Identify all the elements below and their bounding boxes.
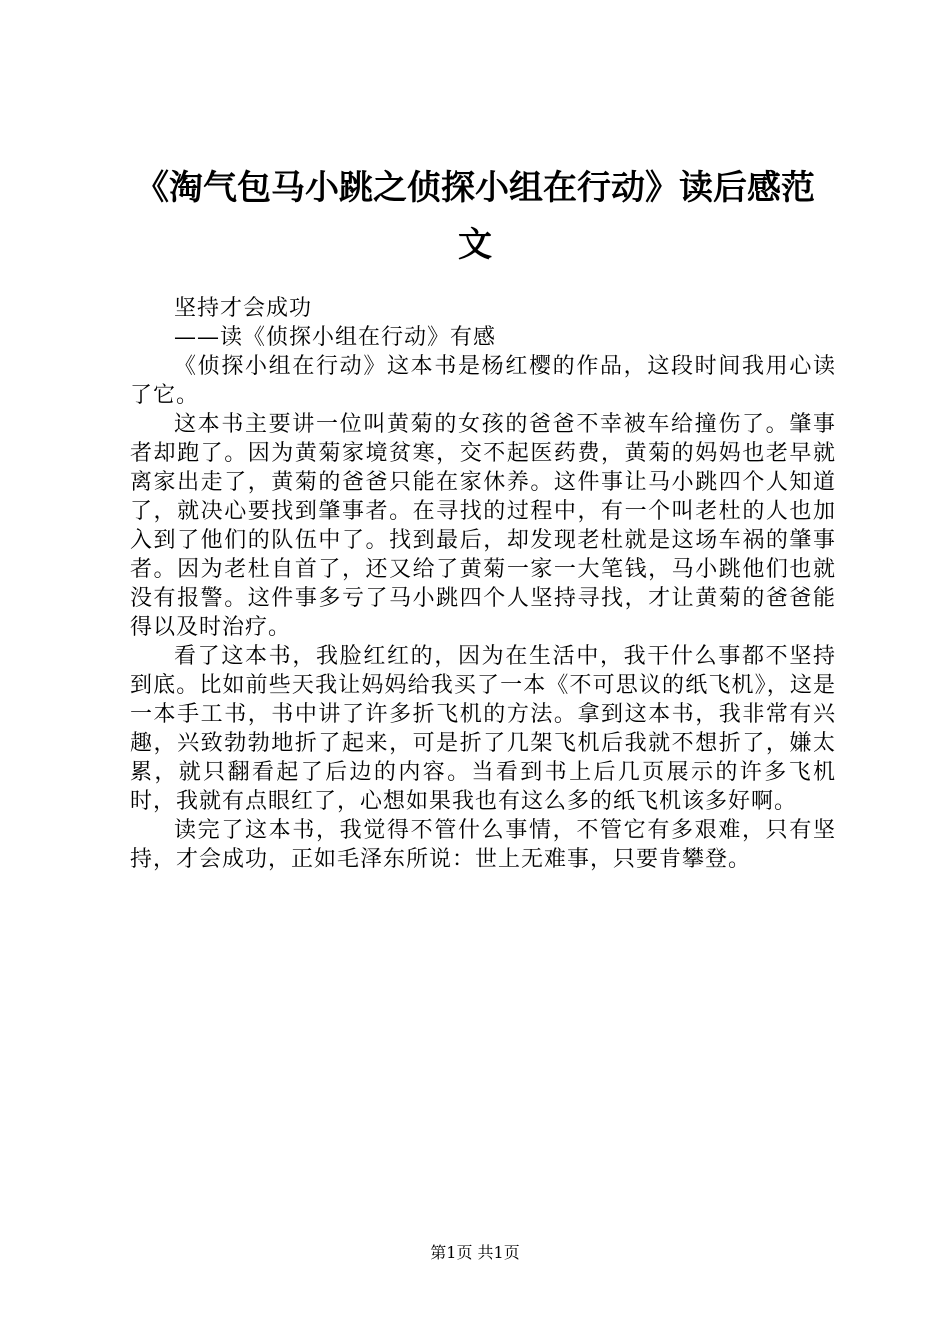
document-title: 《淘气包马小跳之侦探小组在行动》读后感范文	[135, 168, 815, 265]
paragraph: 《侦探小组在行动》这本书是杨红樱的作品，这段时间我用心读了它。	[130, 354, 836, 408]
subtitle-line: 坚持才会成功	[174, 296, 313, 321]
subtitle-line: ——读《侦探小组在行动》有感	[174, 325, 497, 350]
page-number-footer: 第1页 共1页	[430, 1243, 520, 1262]
paragraph: 这本书主要讲一位叫黄菊的女孩的爸爸不幸被车给撞伤了。肇事者却跑了。因为黄菊家境贫寒，交不起医药费，黄菊的妈妈也老早就离家出走了，黄菊的爸爸只能在家休养。这件事让马小跳四个人知道了，就决心要找到肇事者。在寻找的过程中，有一个叫老杜的人也加入到了他们的队伍中了。找到最后，却发现老杜就是这场车祸的肇事者。因为老杜自首了，还又给了黄菊一家一大笔钱，马小跳他们也就没有报警。这件事多亏了马小跳四个人坚持寻找，才让黄菊的爸爸能得以及时治疗。	[130, 412, 836, 640]
paragraph: 读完了这本书，我觉得不管什么事情，不管它有多艰难，只有坚持，才会成功，正如毛泽东所说：世上无难事，只要肯攀登。	[130, 818, 836, 872]
paragraph: 看了这本书，我脸红红的，因为在生活中，我干什么事都不坚持到底。比如前些天我让妈妈给我买了一本《不可思议的纸飞机》，这是一本手工书，书中讲了许多折飞机的方法。拿到这本书，我非常有兴趣，兴致勃勃地折了起来，可是折了几架飞机后我就不想折了，嫌太累，就只翻看起了后边的内容。当看到书上后几页展示的许多飞机时，我就有点眼红了，心想如果我也有这么多的纸飞机该多好啊。	[130, 644, 836, 814]
document-body	[130, 294, 836, 874]
